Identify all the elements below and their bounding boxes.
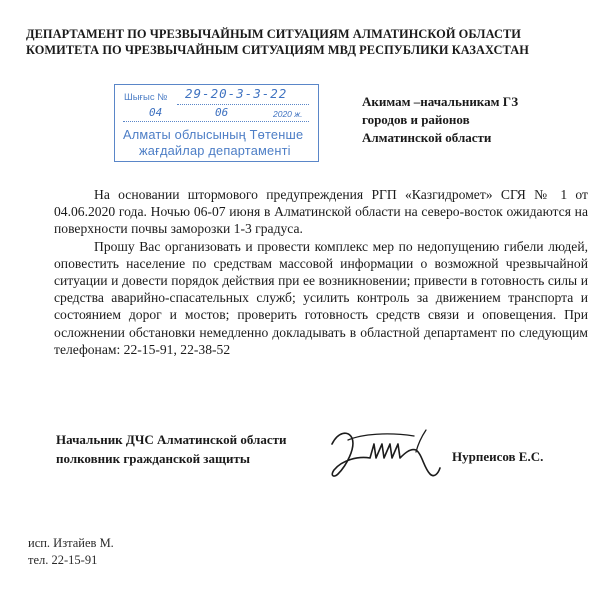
signature-title-line-1: Начальник ДЧС Алматинской области xyxy=(56,432,287,447)
recipient-line-1: Акимам –начальникам ГЗ xyxy=(362,94,519,109)
stamp-divider xyxy=(123,121,309,122)
registration-stamp xyxy=(114,84,319,162)
signatory-name: Нурпеисов Е.С. xyxy=(452,449,544,464)
signature-title-line-2: полковник гражданской защиты xyxy=(56,451,251,466)
stamp-org-line-2: жағдайлар департаменті xyxy=(139,143,291,158)
header-line-1: ДЕПАРТАМЕНТ ПО ЧРЕЗВЫЧАЙНЫМ СИТУАЦИЯМ АЛМАТИНСКОЙ ОБЛАСТИ xyxy=(26,27,521,41)
recipient-line-3: Алматинской области xyxy=(362,130,492,145)
header-line-2: КОМИТЕТА ПО ЧРЕЗВЫЧАЙНЫМ СИТУАЦИЯМ МВД РЕСПУБЛИКИ КАЗАХСТАН xyxy=(26,43,529,57)
stamp-org-line-1: Алматы облысының Төтенше xyxy=(123,127,304,142)
body-paragraph-2: Прошу Вас организовать и провести комплекс мер по недопущению гибели людей, оповестить население по средствам массовой информации о возможной чрезвычайной ситуации и довести порядок действия при ее возникновении; привести в готовность силы и средства аварийно-спасательных служб; усилить контроль за движением транспорта и состоянием дорог и мостов; проверить готовность средств связи и оповещения. При осложнении обстановки немедленно докладывать в областной департамент по следующим телефонам: 22-15-91, 22-38-52 xyxy=(54,238,588,357)
stamp-date-day: 04 xyxy=(149,106,163,119)
handwritten-signature xyxy=(318,414,448,488)
stamp-reg-label: Шығыс № xyxy=(124,92,168,103)
recipient-line-2: городов и районов xyxy=(362,112,470,127)
document-header xyxy=(26,26,586,58)
stamp-reg-number: 29-20-3-3-22 xyxy=(185,86,288,101)
stamp-date-month: 06 xyxy=(215,106,229,119)
executor-name: исп. Изтайев М. xyxy=(28,536,114,550)
executor-footer xyxy=(28,535,114,569)
stamp-date-year: 2020 ж. xyxy=(273,109,303,119)
stamp-divider xyxy=(177,104,309,105)
letter-body xyxy=(54,186,588,358)
executor-phone: тел. 22-15-91 xyxy=(28,553,98,567)
signature-title-block xyxy=(56,430,286,468)
recipient-block xyxy=(362,93,518,147)
body-paragraph-1: На основании штормового предупреждения РГП «Казгидромет» СГЯ № 1 от 04.06.2020 года. Ночью 06-07 июня в Алматинской области на северо-восток ожидаются на поверхности почвы заморозки 1-3 градуса. xyxy=(54,187,588,237)
